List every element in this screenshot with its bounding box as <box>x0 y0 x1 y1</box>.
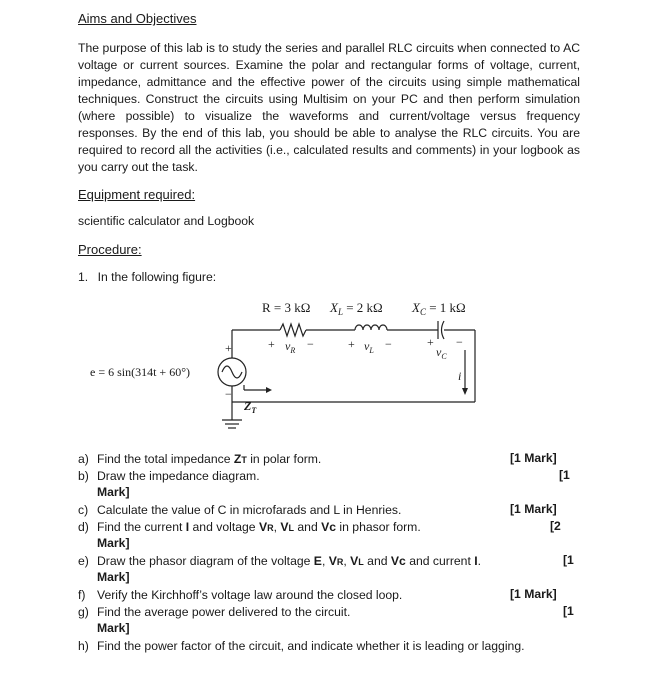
question-e-label: e) <box>78 554 89 568</box>
step-1 <box>78 270 216 284</box>
question-b-mark-cont: Mark] <box>97 485 130 499</box>
inductor-symbol <box>355 325 387 330</box>
step-text: In the following figure: <box>97 270 217 284</box>
procedure-heading: Procedure: <box>78 242 142 257</box>
svg-text:vC: $v_C$ <box>436 345 447 361</box>
question-h-label: h) <box>78 639 89 653</box>
equipment-text: scientific calculator and Logbook <box>78 214 255 228</box>
question-c-mark: [1 Mark] <box>510 502 557 516</box>
question-g-mark: [1 <box>563 604 574 618</box>
question-b: Draw the impedance diagram. <box>97 469 260 483</box>
svg-text:+: + <box>427 335 434 349</box>
question-d-label: d) <box>78 520 89 534</box>
rlc-circuit-figure <box>0 290 657 440</box>
step-number: 1. <box>78 270 89 284</box>
label-R: R = 3 kΩ <box>262 300 311 315</box>
question-f: Verify the Kirchhoff’s voltage law around the closed loop. <box>97 588 403 602</box>
question-e-mark-cont: Mark] <box>97 570 130 584</box>
sine-wave-icon <box>222 366 242 378</box>
question-g: Find the average power delivered to the circuit. <box>97 605 351 619</box>
svg-text:i: i <box>458 369 462 383</box>
equipment-heading: Equipment required: <box>78 187 196 202</box>
question-g-mark-cont: Mark] <box>97 621 130 635</box>
aims-heading: Aims and Objectives <box>78 11 197 26</box>
question-e: Draw the phasor diagram of the voltage E, VR, VL and Vc and current I. <box>97 554 482 568</box>
question-a-label: a) <box>78 452 89 466</box>
svg-text:+: + <box>225 341 232 355</box>
question-h: Find the power factor of the circuit, and indicate whether it is leading or lagging. <box>97 639 525 653</box>
svg-text:−: − <box>456 335 463 349</box>
question-c-label: c) <box>78 503 89 517</box>
question-e-mark: [1 <box>563 553 574 567</box>
question-d: Find the current I and voltage VR, VL and Vc in phasor form. <box>97 520 421 534</box>
svg-text:−: − <box>307 337 314 351</box>
svg-text:+: + <box>348 337 355 351</box>
svg-text:XC = 1 kΩ: $X_C = 1$ kΩ <box>412 300 466 317</box>
question-b-mark: [1 <box>559 468 570 482</box>
question-d-mark-cont: Mark] <box>97 536 130 550</box>
source-equation: e = 6 sin(314t + 60°) <box>90 365 190 379</box>
question-a: Find the total impedance ZT in polar form. <box>97 452 322 466</box>
resistor-symbol <box>280 324 306 336</box>
question-f-mark: [1 Mark] <box>510 587 557 601</box>
question-d-mark: [2 <box>550 519 561 533</box>
question-b-label: b) <box>78 469 89 483</box>
capacitor-plate-right <box>442 321 445 339</box>
question-g-label: g) <box>78 605 89 619</box>
question-f-label: f) <box>78 588 86 602</box>
svg-text:−: − <box>385 337 392 351</box>
question-c: Calculate the value of C in microfarads and L in Henries. <box>97 503 402 517</box>
svg-text:+: + <box>268 337 275 351</box>
svg-text:XL = 2 kΩ: $X_L = 2$ kΩ <box>330 300 383 317</box>
svg-text:vL: $v_L$ <box>364 339 374 355</box>
svg-text:ZT: $Z_T$ <box>244 399 257 415</box>
aims-paragraph: The purpose of this lab is to study the series and parallel RLC circuits when connected to AC voltage or current sources. Examine the polar and rectangular forms of voltage, current, impedance, admittance and the effective power of the circuits using simple mathematical techniques. Construct the circuits using Multisim on your PC and then perform simulation (where possible) to visualize the waveforms and current/voltage versus frequency responses. By the end of this lab, you should be able to analyse the RLC circuits. You are required to record all the activities (i.e., calculated results and comments) in your logbook as you carry out the task. <box>78 41 580 174</box>
question-a-mark: [1 Mark] <box>510 451 557 465</box>
svg-text:−: − <box>225 387 232 401</box>
svg-text:vR: $v_R$ <box>285 339 296 355</box>
